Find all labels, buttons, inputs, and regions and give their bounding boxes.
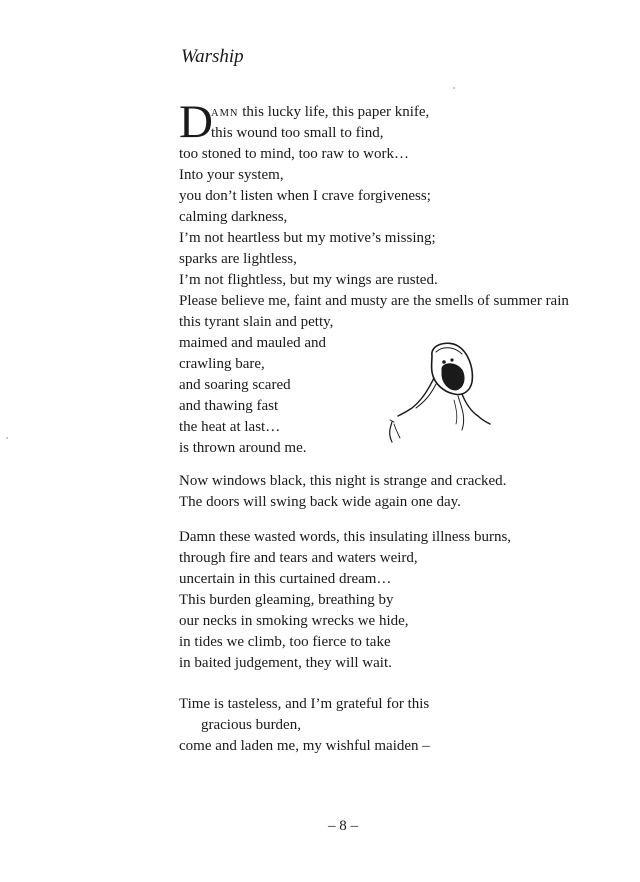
first-line-text: this lucky life, this paper knife,	[238, 104, 430, 120]
stanza-3-line: through fire and tears and waters weird,	[179, 550, 418, 566]
paper-speck	[6, 437, 8, 439]
stanza-1-line: I’m not flightless, but my wings are rusted.	[179, 272, 438, 288]
paper-speck	[453, 87, 455, 89]
stanza-3-line: our necks in smoking wrecks we hide,	[179, 613, 409, 629]
stanza-4-line: Time is tasteless, and I’m grateful for this	[179, 696, 430, 712]
stanza-1-line: and thawing fast	[179, 398, 279, 414]
hooded-figure-sketch-icon	[382, 338, 498, 450]
stanza-4-line: gracious burden,	[201, 717, 301, 733]
stanza-1-line: sparks are lightless,	[179, 251, 297, 267]
stanza-3-line: in tides we climb, too fierce to take	[179, 634, 391, 650]
stanza-3-line: uncertain in this curtained dream…	[179, 571, 392, 587]
stanza-1-line: crawling bare,	[179, 356, 265, 372]
stanza-3-line: Damn these wasted words, this insulating illness burns,	[179, 529, 512, 545]
stanza-1-line: too stoned to mind, too raw to work…	[179, 146, 409, 162]
drop-cap: D	[179, 96, 213, 148]
stanza-2-line: The doors will swing back wide again one day.	[179, 494, 461, 510]
page-number: – 8 –	[328, 818, 358, 834]
stanza-1-line: this tyrant slain and petty,	[179, 314, 334, 330]
stanza-1	[179, 96, 569, 459]
stanza-1-line: you don’t listen when I crave forgiveness;	[179, 188, 431, 204]
stanza-2-line: Now windows black, this night is strange and cracked.	[179, 473, 507, 489]
stanza-2	[179, 471, 506, 513]
stanza-4-line: come and laden me, my wishful maiden –	[179, 738, 430, 754]
stanza-1-line: the heat at last…	[179, 419, 281, 435]
stanza-1-line: is thrown around me.	[179, 440, 307, 456]
stanza-1-line: Please believe me, faint and musty are the smells of summer rain	[179, 293, 569, 309]
stanza-1-line: Into your system,	[179, 167, 284, 183]
stanza-3-line: in baited judgement, they will wait.	[179, 655, 392, 671]
stanza-1-line: calming darkness,	[179, 209, 288, 225]
stanza-1-line-2: this wound too small to find,	[211, 125, 384, 141]
stanza-4	[179, 694, 430, 757]
stanza-1-line: maimed and mauled and	[179, 335, 327, 351]
drop-cap-smallcaps: AMN	[211, 108, 239, 119]
stanza-1-line: and soaring scared	[179, 377, 291, 393]
stanza-3	[179, 527, 511, 674]
stanza-3-line: This burden gleaming, breathing by	[179, 592, 394, 608]
stanza-1-line: I’m not heartless but my motive’s missing;	[179, 230, 436, 246]
poem-title: Warship	[181, 46, 244, 67]
